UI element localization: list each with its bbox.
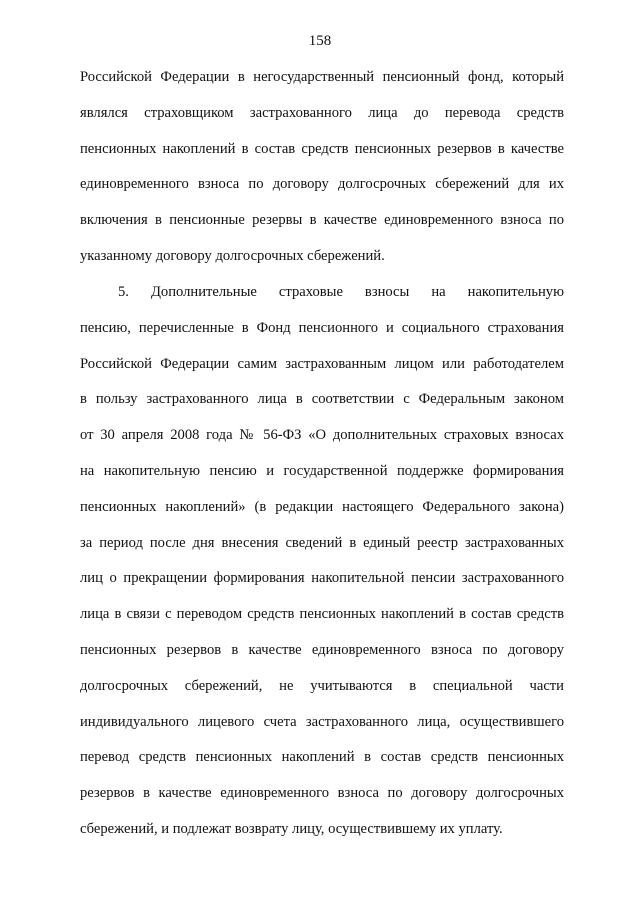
paragraph-line: индивидуального лицевого счета застрахованного лица, осуществившего <box>80 713 564 730</box>
paragraph-2 <box>80 275 564 848</box>
page-number: 158 <box>308 33 332 49</box>
paragraph-line: являлся страховщиком застрахованного лица до перевода средств <box>80 104 564 121</box>
paragraph-line: указанному договору долгосрочных сбережений. <box>80 247 385 264</box>
paragraph-line: перевод средств пенсионных накоплений в состав средств пенсионных <box>80 749 564 766</box>
paragraph-line: Российской Федерации в негосударственный пенсионный фонд, который <box>80 69 564 85</box>
paragraph-line: резервов в качестве единовременного взноса по договору долгосрочных <box>80 785 564 802</box>
paragraph-line: 5. Дополнительные страховые взносы на накопительную <box>118 284 564 300</box>
paragraph-line: единовременного взноса по договору долгосрочных сбережений для их <box>80 176 564 193</box>
paragraph-line: пенсионных резервов в качестве единовременного взноса по договору <box>80 641 564 658</box>
paragraph-line: лица в связи с переводом средств пенсионных накоплений в состав средств <box>80 606 564 623</box>
paragraph-1 <box>80 60 564 275</box>
paragraph-line: от 30 апреля 2008 года № 56-ФЗ «О дополнительных страховых взносах <box>80 427 564 444</box>
paragraph-line: долгосрочных сбережений, не учитываются в специальной части <box>80 677 564 694</box>
paragraph-line: за период после дня внесения сведений в единый реестр застрахованных <box>80 534 564 551</box>
paragraph-line: на накопительную пенсию и государственной поддержке формирования <box>80 462 564 479</box>
paragraph-line: пенсионных накоплений» (в редакции настоящего Федерального закона) <box>80 498 564 515</box>
paragraph-line: включения в пенсионные резервы в качестве единовременного взноса по <box>80 212 564 229</box>
paragraph-line: пенсию, перечисленные в Фонд пенсионного и социального страхования <box>80 319 564 336</box>
paragraph-line: в пользу застрахованного лица в соответствии с Федеральным законом <box>80 391 564 408</box>
paragraph-line: сбережений, и подлежат возврату лицу, осуществившему их уплату. <box>80 820 503 837</box>
paragraph-line: лиц о прекращении формирования накопительной пенсии застрахованного <box>80 570 564 587</box>
paragraph-line: пенсионных накоплений в состав средств пенсионных резервов в качестве <box>80 140 564 157</box>
paragraph-line: Российской Федерации самим застрахованным лицом или работодателем <box>80 355 564 372</box>
